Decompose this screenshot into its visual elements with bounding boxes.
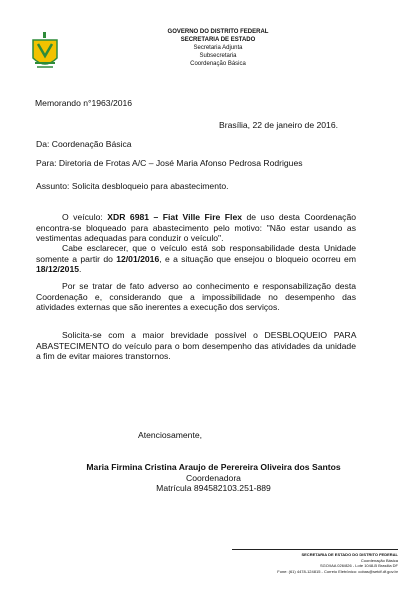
memo-number: Memorando n°1963/2016 bbox=[35, 98, 133, 108]
closing: Atenciosamente, bbox=[138, 430, 203, 440]
footer-line: SGO/IAA 026/826 - Lote 1048-B Brasília DF bbox=[319, 563, 398, 569]
body-text: , e a situação que ensejou o bloqueio ocorreu em bbox=[159, 253, 356, 264]
letterhead-line: Subsecretaria bbox=[199, 53, 237, 59]
body-text: O veículo: bbox=[62, 212, 108, 222]
body-text: Por se tratar de fato adverso ao conhecimento e responsabilização desta Coordenação e, considerando que a impossibilidade no desempenho das atividades externas que são inerentes a execução dos serviços. bbox=[36, 281, 356, 313]
body-text: . bbox=[79, 264, 82, 275]
body-paragraph-4 bbox=[36, 330, 356, 362]
footer-line: SECRETARIA DE ESTADO DO DISTRITO FEDERAL bbox=[301, 552, 398, 557]
memo-date: Brasília, 22 de janeiro de 2016. bbox=[219, 120, 338, 130]
body-text: Cabe esclarecer, que o veículo está sob responsabilidade desta Unidade somente a partir do bbox=[36, 243, 356, 264]
coat-of-arms-emblem bbox=[30, 30, 60, 74]
footer bbox=[232, 549, 398, 574]
body-text: de uso desta Coordenação encontra-se bloqueado para abastecimento pelo motivo: "Não estar usando as vestimentas adequadas para conduzir o veículo". bbox=[36, 212, 357, 244]
memo-from: Da: Coordenação Básica bbox=[36, 139, 132, 149]
body-text: ABASTECIMENTO do veículo para o bom desempenho das atividades da unidade a fim de evitar maiores transtornos. bbox=[36, 340, 356, 362]
signer-name: Maria Firmina Cristina Araujo de Perereira Oliveira dos Santos bbox=[86, 462, 341, 472]
signer-id: Matrícula 894582103.251-889 bbox=[156, 483, 271, 494]
letterhead-line: Secretaria Adjunta bbox=[193, 45, 243, 51]
footer-line: Coordenação Básica bbox=[360, 557, 398, 563]
signer-role: Coordenadora bbox=[186, 472, 241, 483]
letterhead-line: GOVERNO DO DISTRITO FEDERAL bbox=[167, 29, 269, 35]
date-block: 18/12/2015 bbox=[36, 264, 80, 275]
footer-divider bbox=[232, 549, 398, 550]
signature-block bbox=[82, 462, 345, 494]
body-paragraph-1 bbox=[36, 212, 356, 244]
date-start: 12/01/2016 bbox=[116, 253, 160, 264]
letterhead-line: SECRETARIA DE ESTADO bbox=[180, 37, 256, 43]
body-paragraph-2 bbox=[36, 243, 356, 275]
body-paragraph-3 bbox=[36, 281, 356, 313]
letterhead-line: Coordenação Básica bbox=[190, 61, 246, 67]
vehicle-id: XDR 6981 – Fiat Ville Fire Flex bbox=[107, 212, 243, 222]
body-text: Solicita-se com a maior brevidade possível o DESBLOQUEIO PARA bbox=[62, 330, 356, 340]
footer-line: Fone: (61) 4478-124815 - Correio Eletrônico: cobas@setdf.df.gov.br bbox=[277, 568, 398, 574]
memo-to: Para: Diretoria de Frotas A/C – José Maria Afonso Pedrosa Rodrigues bbox=[36, 158, 303, 168]
memo-subject: Assunto: Solicita desbloqueio para abastecimento. bbox=[36, 181, 229, 191]
letterhead bbox=[118, 28, 318, 68]
